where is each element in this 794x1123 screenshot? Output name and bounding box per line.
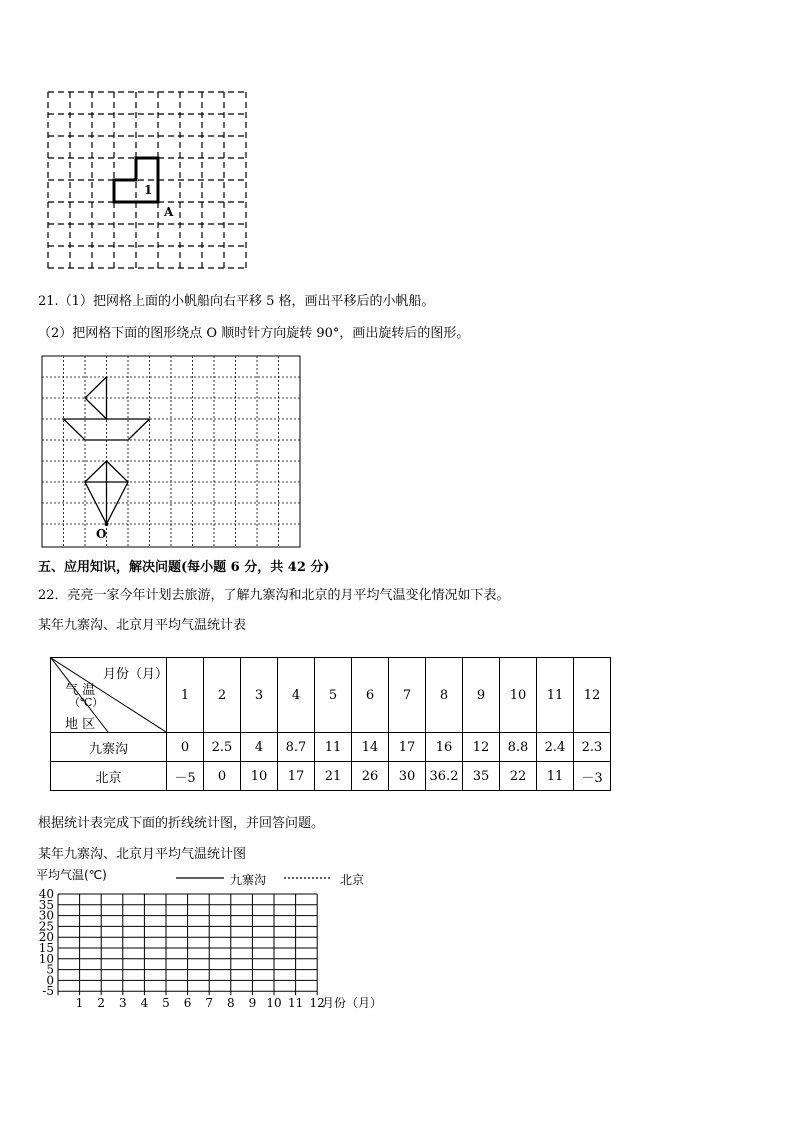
x-tick-label: 11 <box>287 996 304 1011</box>
x-tick-label: 12 <box>309 996 325 1011</box>
y-tick-label: 15 <box>38 941 54 955</box>
month-header-6: 6 <box>352 658 389 733</box>
x-tick-label: 5 <box>162 996 170 1011</box>
table-cell: 16 <box>426 733 463 762</box>
table-cell: 17 <box>389 733 426 762</box>
table-cell: 11 <box>537 762 574 791</box>
table-row <box>51 762 611 791</box>
x-tick-label: 9 <box>248 996 257 1011</box>
month-header-11: 11 <box>537 658 574 733</box>
month-header-2: 2 <box>204 658 241 733</box>
table-cell: －5 <box>167 762 204 791</box>
kite-shape <box>85 461 128 524</box>
x-tick-label: 3 <box>118 996 127 1011</box>
header-month: 月份（月） <box>103 667 169 682</box>
table-cell: 2.3 <box>574 733 611 762</box>
month-header-5: 5 <box>315 658 352 733</box>
table-cell: 36.2 <box>426 762 463 791</box>
x-tick-label: 2 <box>97 996 106 1011</box>
temperature-table <box>50 657 611 791</box>
y-tick-label: 0 <box>46 973 54 988</box>
month-header-9: 9 <box>463 658 500 733</box>
table-cell: 21 <box>315 762 352 791</box>
table-cell: 2.5 <box>204 733 241 762</box>
sailboat-grid-figure <box>38 352 304 552</box>
y-tick-label: 20 <box>38 930 54 945</box>
header-region: 地 区 <box>65 717 96 732</box>
legend-label-jiuzhaigou: 九寨沟 <box>230 873 267 887</box>
x-tick-label: 6 <box>183 996 192 1011</box>
rotation-grid-figure <box>44 88 254 273</box>
table-title: 某年九寨沟、北京月平均气温统计表 <box>38 618 247 633</box>
table-cell: 10 <box>241 762 278 791</box>
table-cell: 0 <box>167 733 204 762</box>
table-cell: 12 <box>463 733 500 762</box>
table-cell: 22 <box>500 762 537 791</box>
table-cell: 26 <box>352 762 389 791</box>
sailboat-shape <box>64 377 150 440</box>
chart-ylabel: 平均气温(℃) <box>36 868 107 882</box>
x-tick-label: 4 <box>140 996 149 1011</box>
header-diagonal-cell <box>51 658 167 733</box>
x-tick-label: 10 <box>266 996 282 1011</box>
q22-intro: 22．亮亮一家今年计划去旅游，了解九寨沟和北京的月平均气温变化情况如下表。 <box>38 588 510 603</box>
x-tick-label: 8 <box>226 996 235 1011</box>
q21-line2: （2）把网格下面的图形绕点 O 顺时针方向旋转 90°，画出旋转后的图形。 <box>38 326 470 341</box>
table-cell: 8.7 <box>278 733 315 762</box>
section-title: 五、应用知识，解决问题(每小题 6 分，共 42 分) <box>38 560 330 575</box>
table-cell: 2.4 <box>537 733 574 762</box>
y-tick-label: 10 <box>38 951 54 966</box>
y-tick-label: -5 <box>42 984 54 999</box>
month-header-1: 1 <box>167 658 204 733</box>
table-cell: 14 <box>352 733 389 762</box>
header-unit: （℃） <box>69 696 104 709</box>
table-row <box>51 733 611 762</box>
table-cell: 4 <box>241 733 278 762</box>
table-cell: 11 <box>315 733 352 762</box>
table-cell: 8.8 <box>500 733 537 762</box>
x-tick-label: 1 <box>75 996 84 1011</box>
temperature-line-chart <box>30 884 390 1034</box>
point-o-dot <box>105 522 109 526</box>
chart-xlabel: 月份（月） <box>322 996 383 1010</box>
y-tick-label: 40 <box>38 887 54 901</box>
shape-label-1: 1 <box>144 183 153 197</box>
table-cell: －3 <box>574 762 611 791</box>
month-header-7: 7 <box>389 658 426 733</box>
region-name: 九寨沟 <box>51 733 167 762</box>
table-cell: 35 <box>463 762 500 791</box>
month-header-10: 10 <box>500 658 537 733</box>
y-tick-label: 30 <box>38 908 54 923</box>
header-temp: 气 温 <box>65 683 96 698</box>
month-header-3: 3 <box>241 658 278 733</box>
region-name: 北京 <box>51 762 167 791</box>
month-header-8: 8 <box>426 658 463 733</box>
x-tick-label: 7 <box>205 996 214 1011</box>
month-header-12: 12 <box>574 658 611 733</box>
y-tick-label: 5 <box>46 962 54 977</box>
table-cell: 30 <box>389 762 426 791</box>
y-tick-label: 25 <box>38 919 54 934</box>
chart-title: 某年九寨沟、北京月平均气温统计图 <box>38 847 247 862</box>
y-tick-label: 35 <box>38 897 54 912</box>
month-header-4: 4 <box>278 658 315 733</box>
point-label-a: A <box>164 205 174 219</box>
table-cell: 0 <box>204 762 241 791</box>
point-label-o: O <box>96 527 107 541</box>
q21-line1: 21.（1）把网格上面的小帆船向右平移 5 格，画出平移后的小帆船。 <box>38 294 435 309</box>
table-cell: 17 <box>278 762 315 791</box>
chart-instruction: 根据统计表完成下面的折线统计图，并回答问题。 <box>38 816 325 831</box>
legend-label-beijing: 北京 <box>340 873 365 887</box>
